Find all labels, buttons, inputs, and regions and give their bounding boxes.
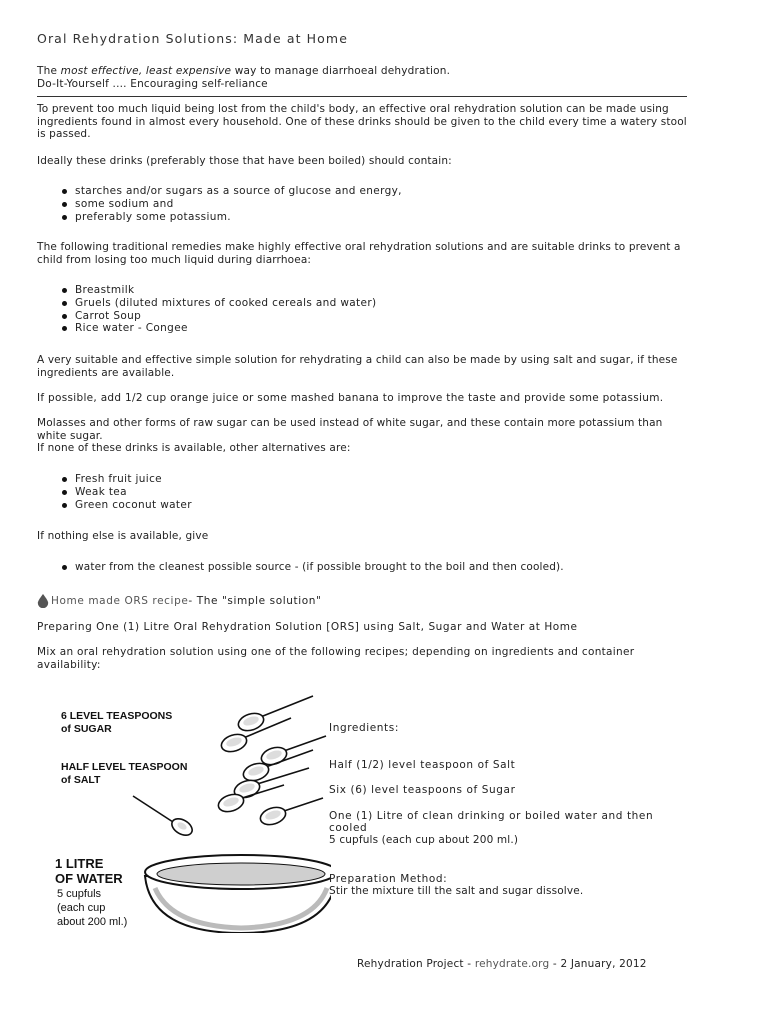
- intro-lead-pre: The: [37, 65, 61, 77]
- water-label-line4: (each cup: [57, 902, 106, 914]
- intro-lead-post: way to manage diarrhoeal dehydration.: [231, 65, 451, 77]
- list-item: Green coconut water: [62, 499, 192, 512]
- salt-spoon-icon: [133, 796, 195, 839]
- list-item: Gruels (diluted mixtures of cooked cereals and water): [62, 297, 376, 310]
- recipe-heading-label: Home made ORS recipe: [51, 595, 189, 607]
- water-label-line3: 5 cupfuls: [57, 888, 102, 900]
- water-label-line1: 1 LITRE: [55, 856, 104, 871]
- list-remedies: [62, 284, 376, 335]
- list-item: some sodium and: [62, 198, 402, 211]
- list-item: Breastmilk: [62, 284, 376, 297]
- list-item: Weak tea: [62, 486, 192, 499]
- paragraph-molasses: [37, 417, 687, 455]
- sugar-label-line2: of SUGAR: [61, 723, 112, 735]
- method-heading: Preparation Method:: [329, 873, 448, 885]
- list-item: Carrot Soup: [62, 310, 376, 323]
- sugar-spoon-icon: [259, 736, 326, 768]
- list-item: preferably some potassium.: [62, 211, 402, 224]
- list-item: Rice water - Congee: [62, 322, 376, 335]
- ingredients-heading: Ingredients:: [329, 722, 399, 734]
- molasses-text: Molasses and other forms of raw sugar can be used instead of white sugar, and these contain more potassium than white sugar.: [37, 417, 663, 442]
- paragraph-traditional: The following traditional remedies make highly effective oral rehydration solutions and are suitable drinks to prevent a child from losing too much liquid during diarrhoea:: [37, 241, 681, 266]
- water-label-line5: about 200 ml.): [57, 916, 128, 928]
- footer-site-link[interactable]: rehydrate.org: [474, 958, 550, 970]
- recipe-heading-suffix: - The "simple solution": [188, 595, 322, 607]
- ingredient-water-line1: One (1) Litre of clean drinking or boiled water and then: [329, 810, 654, 822]
- intro-lead-emphasis: most effective, least expensive: [60, 65, 232, 77]
- water-bowl-icon: [145, 855, 331, 933]
- intro-tagline: Do-It-Yourself .... Encouraging self-reliance: [37, 77, 268, 90]
- water-label-line2: OF WATER: [55, 871, 123, 886]
- paragraph-ideally: Ideally these drinks (preferably those that have been boiled) should contain:: [37, 155, 452, 167]
- salt-label-line1: HALF LEVEL TEASPOON: [61, 761, 188, 773]
- paragraph-nothing-else: If nothing else is available, give: [37, 530, 209, 542]
- subheading-preparing: Preparing One (1) Litre Oral Rehydration Solution [ORS] using Salt, Sugar and Water at Home: [37, 621, 578, 633]
- ors-recipe-illustration: [51, 688, 331, 933]
- recipe-heading: [37, 594, 321, 608]
- list-water: [62, 561, 564, 574]
- water-drop-icon: [37, 594, 49, 608]
- ingredient-water-line2: cooled: [329, 822, 368, 834]
- method-text: Stir the mixture till the salt and sugar dissolve.: [329, 885, 584, 897]
- sugar-spoon-icon: [236, 696, 313, 734]
- ingredient-water-line3: 5 cupfuls (each cup about 200 ml.): [329, 834, 519, 846]
- page-title: Oral Rehydration Solutions: Made at Home: [37, 31, 348, 46]
- intro-lead: [37, 65, 450, 78]
- header-divider: [37, 96, 687, 97]
- alternatives-text: If none of these drinks is available, other alternatives are:: [37, 442, 351, 454]
- paragraph-orange-juice: If possible, add 1/2 cup orange juice or some mashed banana to improve the taste and provide some potassium.: [37, 392, 664, 404]
- paragraph-prevent: To prevent too much liquid being lost from the child's body, an effective oral rehydration solution can be made using ingredients found in almost every household. One of these drinks should be given to the child every time a watery stool is passed.: [37, 103, 687, 140]
- ingredient-water: [329, 810, 689, 846]
- paragraph-simple-solution: A very suitable and effective simple solution for rehydrating a child can also be made by using salt and sugar, if these ingredients are available.: [37, 354, 678, 379]
- ingredient-salt: Half (1/2) level teaspoon of Salt: [329, 759, 516, 771]
- page-footer: [357, 958, 647, 970]
- ingredient-sugar: Six (6) level teaspoons of Sugar: [329, 784, 516, 796]
- list-alternatives: [62, 473, 192, 511]
- list-item: starches and/or sugars as a source of glucose and energy,: [62, 185, 402, 198]
- intro: [37, 65, 450, 90]
- footer-project: Rehydration Project -: [357, 958, 475, 970]
- paragraph-mix: Mix an oral rehydration solution using one of the following recipes; depending on ingredients and container availability:: [37, 646, 635, 671]
- sugar-label-line1: 6 LEVEL TEASPOONS: [61, 710, 173, 722]
- footer-date: - 2 January, 2012: [549, 958, 647, 970]
- sugar-spoon-icon: [258, 798, 323, 828]
- list-item: Fresh fruit juice: [62, 473, 192, 486]
- salt-label-line2: of SALT: [61, 774, 101, 786]
- list-contents: [62, 185, 402, 223]
- list-item: water from the cleanest possible source - (if possible brought to the boil and then cooled).: [62, 561, 564, 574]
